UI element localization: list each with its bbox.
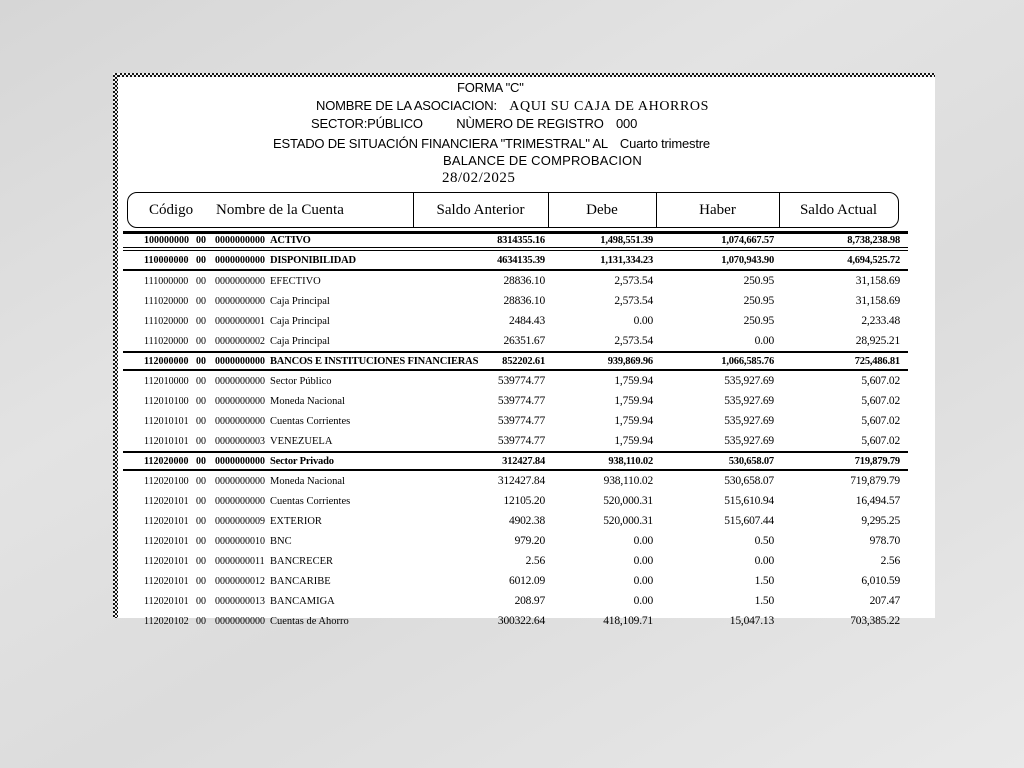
table-row <box>123 471 908 491</box>
account-code: 110000000 <box>144 254 189 266</box>
statement-label: ESTADO DE SITUACIÓN FINANCIERA "TRIMESTRAL" AL <box>273 136 608 151</box>
debe-value: 1,759.94 <box>614 415 653 427</box>
haber-value: 0.50 <box>754 535 774 547</box>
col-header-saldo-actual: Saldo Actual <box>799 201 878 218</box>
debe-value: 939,869.96 <box>607 355 653 367</box>
table-row <box>123 611 908 631</box>
account-auxiliary: 0000000000 <box>215 235 265 246</box>
account-auxiliary: 0000000001 <box>215 315 265 327</box>
debe-value: 0.00 <box>633 535 653 547</box>
account-auxiliary: 0000000010 <box>215 535 265 547</box>
table-row <box>123 431 908 451</box>
saldo-actual-value: 719,879.79 <box>854 455 900 467</box>
saldo-actual-value: 703,385.22 <box>850 615 900 627</box>
account-name: Caja Principal <box>270 315 330 327</box>
account-code: 112020101 <box>144 535 189 547</box>
haber-value: 535,927.69 <box>724 415 774 427</box>
account-auxiliary: 0000000002 <box>215 335 265 347</box>
header-divider <box>779 193 780 227</box>
debe-value: 418,109.71 <box>603 615 653 627</box>
saldo-anterior-value: 12105.20 <box>503 495 545 507</box>
saldo-anterior-value: 208.97 <box>514 595 545 607</box>
saldo-actual-value: 31,158.69 <box>855 275 900 287</box>
account-name: Sector Público <box>270 375 332 387</box>
table-row <box>123 591 908 611</box>
association-name-line <box>316 98 709 115</box>
col-header-saldo-anterior: Saldo Anterior <box>436 201 525 218</box>
account-extension: 00 <box>196 254 206 266</box>
account-auxiliary: 0000000013 <box>215 595 265 607</box>
haber-value: 535,927.69 <box>724 395 774 407</box>
account-name: Caja Principal <box>270 335 330 347</box>
account-name: VENEZUELA <box>270 435 333 447</box>
haber-value: 535,927.69 <box>724 375 774 387</box>
haber-value: 1.50 <box>754 575 774 587</box>
account-name: BANCAMIGA <box>270 595 335 607</box>
table-row <box>123 391 908 411</box>
account-auxiliary: 0000000000 <box>215 495 265 507</box>
saldo-actual-value: 8,738,238.98 <box>847 235 900 246</box>
table-row <box>123 571 908 591</box>
account-code: 112020102 <box>144 615 189 627</box>
saldo-actual-value: 4,694,525.72 <box>847 254 900 266</box>
account-auxiliary: 0000000003 <box>215 435 265 447</box>
debe-value: 520,000.31 <box>603 515 653 527</box>
table-row <box>123 531 908 551</box>
haber-value: 535,927.69 <box>724 435 774 447</box>
saldo-anterior-value: 8314355.16 <box>497 235 545 246</box>
account-name: BANCRECER <box>270 555 334 567</box>
debe-value: 938,110.02 <box>603 475 653 487</box>
account-extension: 00 <box>196 495 206 507</box>
account-code: 111020000 <box>144 335 189 347</box>
debe-value: 938,110.02 <box>608 455 653 467</box>
account-extension: 00 <box>196 435 206 447</box>
saldo-actual-value: 2,233.48 <box>861 315 900 327</box>
account-name: DISPONIBILIDAD <box>270 254 356 266</box>
debe-value: 2,573.54 <box>614 275 653 287</box>
account-extension: 00 <box>196 535 206 547</box>
debe-value: 1,131,334.23 <box>600 254 653 266</box>
account-extension: 00 <box>196 595 206 607</box>
table-row <box>123 491 908 511</box>
saldo-actual-value: 719,879.79 <box>850 475 900 487</box>
account-extension: 00 <box>196 235 206 246</box>
saldo-anterior-value: 539774.77 <box>497 435 545 447</box>
saldo-anterior-value: 6012.09 <box>509 575 545 587</box>
registry-label: NÙMERO DE REGISTRO <box>456 116 604 131</box>
account-auxiliary: 0000000000 <box>215 355 265 367</box>
account-code: 111020000 <box>144 295 189 307</box>
saldo-anterior-value: 2484.43 <box>509 315 545 327</box>
account-auxiliary: 0000000000 <box>215 475 265 487</box>
account-name: BNC <box>270 535 292 547</box>
sector-label: SECTOR:PÚBLICO <box>311 116 423 131</box>
saldo-actual-value: 28,925.21 <box>855 335 900 347</box>
account-extension: 00 <box>196 615 206 627</box>
account-extension: 00 <box>196 395 206 407</box>
association-label: NOMBRE DE LA ASOCIACION: <box>316 98 497 113</box>
account-extension: 00 <box>196 575 206 587</box>
saldo-actual-value: 9,295.25 <box>861 515 900 527</box>
saldo-actual-value: 5,607.02 <box>861 415 900 427</box>
haber-value: 250.95 <box>743 295 774 307</box>
account-code: 112010101 <box>144 415 189 427</box>
registry-number: 000 <box>616 116 638 131</box>
haber-value: 530,658.07 <box>728 455 774 467</box>
table-row <box>123 551 908 571</box>
form-title: FORMA "C" <box>457 80 524 95</box>
account-auxiliary: 0000000011 <box>215 555 265 567</box>
account-extension: 00 <box>196 415 206 427</box>
account-auxiliary: 0000000009 <box>215 515 265 527</box>
account-auxiliary: 0000000000 <box>215 415 265 427</box>
saldo-anterior-value: 539774.77 <box>497 395 545 407</box>
saldo-actual-value: 2.56 <box>880 555 900 567</box>
debe-value: 1,759.94 <box>614 435 653 447</box>
account-name: Cuentas Corrientes <box>270 495 351 507</box>
haber-value: 515,610.94 <box>724 495 774 507</box>
balance-table-header <box>127 192 899 228</box>
saldo-anterior-value: 312427.84 <box>497 475 545 487</box>
debe-value: 2,573.54 <box>614 335 653 347</box>
account-code: 112020101 <box>144 575 189 587</box>
debe-value: 0.00 <box>633 315 653 327</box>
saldo-actual-value: 207.47 <box>869 595 900 607</box>
table-row <box>123 271 908 291</box>
report-date: 28/02/2025 <box>442 170 516 186</box>
haber-value: 1,066,585.76 <box>721 355 774 367</box>
account-code: 112020100 <box>144 475 189 487</box>
account-code: 100000000 <box>144 235 189 246</box>
table-row <box>123 331 908 351</box>
table-row <box>123 411 908 431</box>
debe-value: 520,000.31 <box>603 495 653 507</box>
account-name: EFECTIVO <box>270 275 321 287</box>
account-name: Moneda Nacional <box>270 475 345 487</box>
haber-value: 0.00 <box>754 335 774 347</box>
saldo-actual-value: 978.70 <box>869 535 900 547</box>
table-row <box>123 511 908 531</box>
saldo-anterior-value: 852202.61 <box>502 355 545 367</box>
account-name: Cuentas de Ahorro <box>270 615 349 627</box>
account-code: 112020101 <box>144 555 189 567</box>
account-auxiliary: 0000000000 <box>215 615 265 627</box>
debe-value: 1,759.94 <box>614 375 653 387</box>
account-name: Cuentas Corrientes <box>270 415 351 427</box>
account-extension: 00 <box>196 275 206 287</box>
haber-value: 250.95 <box>743 315 774 327</box>
table-row <box>123 371 908 391</box>
account-extension: 00 <box>196 475 206 487</box>
account-auxiliary: 0000000000 <box>215 254 265 266</box>
account-name: Sector Privado <box>270 455 334 467</box>
report-page <box>118 77 935 627</box>
saldo-anterior-value: 28836.10 <box>503 275 545 287</box>
table-row <box>123 311 908 331</box>
debe-value: 1,759.94 <box>614 395 653 407</box>
saldo-actual-value: 6,010.59 <box>861 575 900 587</box>
header-divider <box>548 193 549 227</box>
saldo-anterior-value: 539774.77 <box>497 415 545 427</box>
account-extension: 00 <box>196 335 206 347</box>
saldo-anterior-value: 2.56 <box>525 555 545 567</box>
col-header-haber: Haber <box>699 201 736 218</box>
saldo-actual-value: 725,486.81 <box>854 355 900 367</box>
account-name: BANCOS E INSTITUCIONES FINANCIERAS <box>270 355 479 367</box>
table-row <box>123 291 908 311</box>
account-auxiliary: 0000000012 <box>215 575 265 587</box>
saldo-actual-value: 31,158.69 <box>855 295 900 307</box>
saldo-anterior-value: 300322.64 <box>497 615 545 627</box>
saldo-anterior-value: 28836.10 <box>503 295 545 307</box>
debe-value: 0.00 <box>633 555 653 567</box>
account-extension: 00 <box>196 315 206 327</box>
account-code: 112020101 <box>144 595 189 607</box>
sector-registry-line <box>311 116 637 131</box>
account-code: 111020000 <box>144 315 189 327</box>
account-extension: 00 <box>196 295 206 307</box>
debe-value: 2,573.54 <box>614 295 653 307</box>
table-row <box>123 251 908 271</box>
table-row <box>123 451 908 471</box>
haber-value: 250.95 <box>743 275 774 287</box>
account-auxiliary: 0000000000 <box>215 375 265 387</box>
account-name: BANCARIBE <box>270 575 331 587</box>
statement-period: Cuarto trimestre <box>619 136 710 151</box>
account-code: 112010101 <box>144 435 189 447</box>
haber-value: 530,658.07 <box>724 475 774 487</box>
report-title: BALANCE DE COMPROBACION <box>443 153 642 168</box>
haber-value: 1,070,943.90 <box>721 254 774 266</box>
saldo-anterior-value: 4634135.39 <box>497 254 545 266</box>
association-value: AQUI SU CAJA DE AHORROS <box>509 99 709 114</box>
account-name: Caja Principal <box>270 295 330 307</box>
account-name: Moneda Nacional <box>270 395 345 407</box>
account-extension: 00 <box>196 355 206 367</box>
saldo-anterior-value: 539774.77 <box>497 375 545 387</box>
haber-value: 1.50 <box>754 595 774 607</box>
account-auxiliary: 0000000000 <box>215 395 265 407</box>
header-divider <box>413 193 414 227</box>
debe-value: 0.00 <box>633 575 653 587</box>
saldo-actual-value: 5,607.02 <box>861 395 900 407</box>
statement-period-line <box>273 136 710 151</box>
saldo-actual-value: 16,494.57 <box>855 495 900 507</box>
haber-value: 1,074,667.57 <box>721 235 774 246</box>
account-auxiliary: 0000000000 <box>215 275 265 287</box>
account-extension: 00 <box>196 515 206 527</box>
haber-value: 0.00 <box>754 555 774 567</box>
account-auxiliary: 0000000000 <box>215 455 265 467</box>
saldo-actual-value: 5,607.02 <box>861 435 900 447</box>
account-extension: 00 <box>196 555 206 567</box>
account-auxiliary: 0000000000 <box>215 295 265 307</box>
saldo-anterior-value: 979.20 <box>514 535 545 547</box>
account-code: 112010000 <box>144 375 189 387</box>
saldo-anterior-value: 312427.84 <box>502 455 545 467</box>
col-header-debe: Debe <box>586 201 618 218</box>
account-extension: 00 <box>196 455 206 467</box>
account-code: 112020101 <box>144 515 189 527</box>
account-code: 112020101 <box>144 495 189 507</box>
account-name: EXTERIOR <box>270 515 322 527</box>
table-row <box>123 351 908 371</box>
account-code: 112020000 <box>144 455 189 467</box>
table-row <box>123 231 908 251</box>
col-header-nombre: Nombre de la Cuenta <box>216 201 344 218</box>
header-divider <box>656 193 657 227</box>
haber-value: 515,607.44 <box>724 515 774 527</box>
account-code: 111000000 <box>144 275 189 287</box>
account-code: 112010100 <box>144 395 189 407</box>
account-name: ACTIVO <box>270 235 311 246</box>
saldo-actual-value: 5,607.02 <box>861 375 900 387</box>
debe-value: 1,498,551.39 <box>600 235 653 246</box>
haber-value: 15,047.13 <box>729 615 774 627</box>
account-code: 112000000 <box>144 355 189 367</box>
saldo-anterior-value: 26351.67 <box>503 335 545 347</box>
col-header-codigo: Código <box>149 201 194 218</box>
debe-value: 0.00 <box>633 595 653 607</box>
saldo-anterior-value: 4902.38 <box>509 515 545 527</box>
account-extension: 00 <box>196 375 206 387</box>
